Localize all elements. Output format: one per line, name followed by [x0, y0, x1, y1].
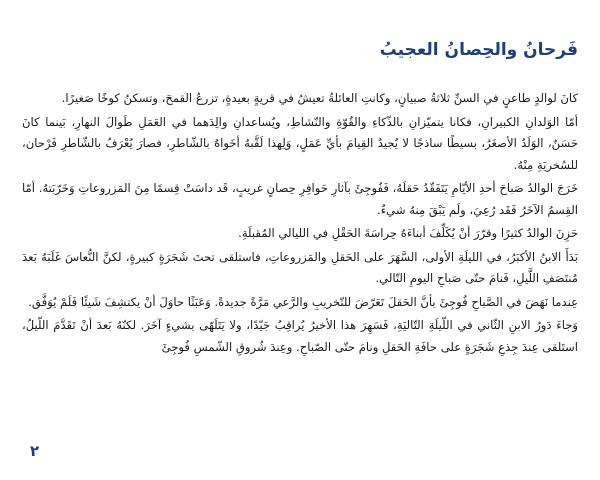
story-paragraph: كانَ لوالدٍ طاعنٍ في السنِّ ثلاثةُ صبيانٍ، وكانتِ العائلةُ تعيشُ في قريةٍ بعيدةٍ، تزرعُ القمحَ، وتسكنُ كوخًا صَغيرًا. [61, 91, 578, 105]
story-paragraph: خَرَجَ الوالدُ صَباحَ أحدِ الأيّامِ يَتَفَقّدُ حَقلَهُ، فَفُوجِئَ بآثارِ حَوافِرِ حِصانٍ غريبٍ، قَد داسَتْ قِسمًا مِنَ المَزروعاتِ وَخَرّبَتهُ. أمّا القِسمُ الآخَرُ فَقَد رُعِيَ، ولَم يَبْقَ مِنهُ شيءٌ. [22, 181, 578, 217]
page-number: ٢ [30, 442, 40, 460]
story-paragraph: وَجاءَ دَورُ الابنِ الثّاني في اللّيلَةِ التّاليَةِ، فَسَهِرَ هذا الأخيرُ يُراقِبُ جَيّدًا، ولا يَتَلَهّى بشيءٍ آخَرَ. لكنّهُ بَعدَ أنْ تَقَدَّمَ اللّيلُ، استَلقى عِندَ جِذعِ شَجَرَةٍ على حافَةِ الحَقلِ ونامَ حتّى الصّباحِ. وعِندَ شُروقِ الشّمسِ فُوجِئَ [22, 318, 578, 354]
story-paragraph: أمّا الوَلدانِ الكبيرانِ، فكانا يتميّزانِ بالذّكاءِ والقُوّةِ والنّشاطِ، ويُساعدانِ والِدَهما في العَمَلِ طَوالَ النهارِ، بَينما كانَ حَسَنٌ، الوَلَدُ الأصغَرُ، بسيطًا ساذجًا لا يُجيدُ القِيامَ بأيِّ عَمَلٍ، وَلِهذا لَقَّبهُ أخَواهُ بالشّاطرِ، فصارَ يُعْرَفُ بالشّاطرِ فَرْحان، للسُخريَةِ مِنْهُ. [22, 114, 578, 172]
story-title: فَرحانُ والحِصانُ العجيبُ [379, 40, 578, 60]
story-paragraph: عِندما نَهَضَ في الصَّباحِ فُوجِئَ بأنَّ الحَقلَ تَعَرّضَ للتّخريبِ والرَّعي مَرَّةً جديدةً. وَعَبَثًا حاوَلَ أنْ يكتشِفَ شَيئًا فَلَمْ يُوَفَّق. [28, 294, 578, 309]
story-paragraph: حَزِنَ الوالدُ كثيرًا وقرّرَ أنْ يُكَلِّفَ أبناءَهُ حِراسَةَ الحَقْلِ في الليالي المُقبلَةِ. [238, 226, 578, 240]
story-body [22, 88, 578, 358]
story-paragraph: بَدَأَ الابنُ الأكبَرُ، في الليلَةِ الأولى، السَّهَرَ على الحَقلِ والمَزروعاتِ، فاستلقى تحتَ شَجَرَةٍ كبيرةٍ، لكنَّ النُّعاسَ غَلَبَهُ بَعدَ مُنتَصَفِ اللَّيلِ، فَنامَ حتّى صَباحِ اليومِ التّالي. [22, 249, 578, 285]
